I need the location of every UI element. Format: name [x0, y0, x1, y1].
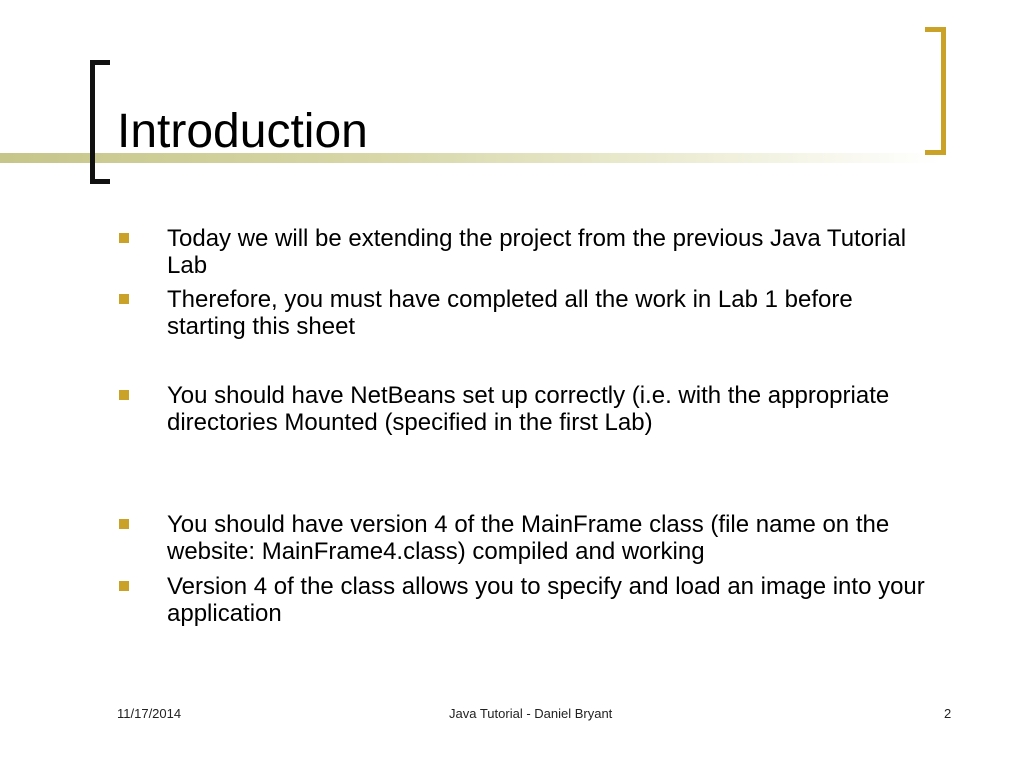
page-number: 2	[944, 706, 952, 721]
bullet-item	[117, 573, 937, 627]
right-bracket-decoration	[925, 27, 946, 155]
bullet-item	[117, 286, 937, 340]
bullet-item	[117, 225, 937, 279]
bullet-text: Therefore, you must have completed all the work in Lab 1 before starting this sheet	[167, 286, 853, 340]
square-bullet-icon	[119, 390, 129, 400]
square-bullet-icon	[119, 294, 129, 304]
bullet-text: Version 4 of the class allows you to specify and load an image into your application	[167, 573, 925, 627]
square-bullet-icon	[119, 519, 129, 529]
square-bullet-icon	[119, 233, 129, 243]
bullet-item	[117, 382, 937, 436]
footer-date: 11/17/2014	[117, 706, 182, 721]
bullet-text: Today we will be extending the project from the previous Java Tutorial Lab	[167, 225, 907, 279]
footer-title: Java Tutorial - Daniel Bryant	[449, 706, 613, 721]
left-bracket-decoration	[90, 60, 110, 184]
bullet-text: You should have version 4 of the MainFrame class (file name on the website: MainFrame4.class) compiled and working	[167, 511, 890, 565]
slide-title: Introduction	[117, 105, 368, 158]
square-bullet-icon	[119, 581, 129, 591]
bullet-text: You should have NetBeans set up correctly (i.e. with the appropriate directories Mounted (specified in the first Lab)	[167, 382, 890, 436]
bullet-item	[117, 511, 937, 565]
